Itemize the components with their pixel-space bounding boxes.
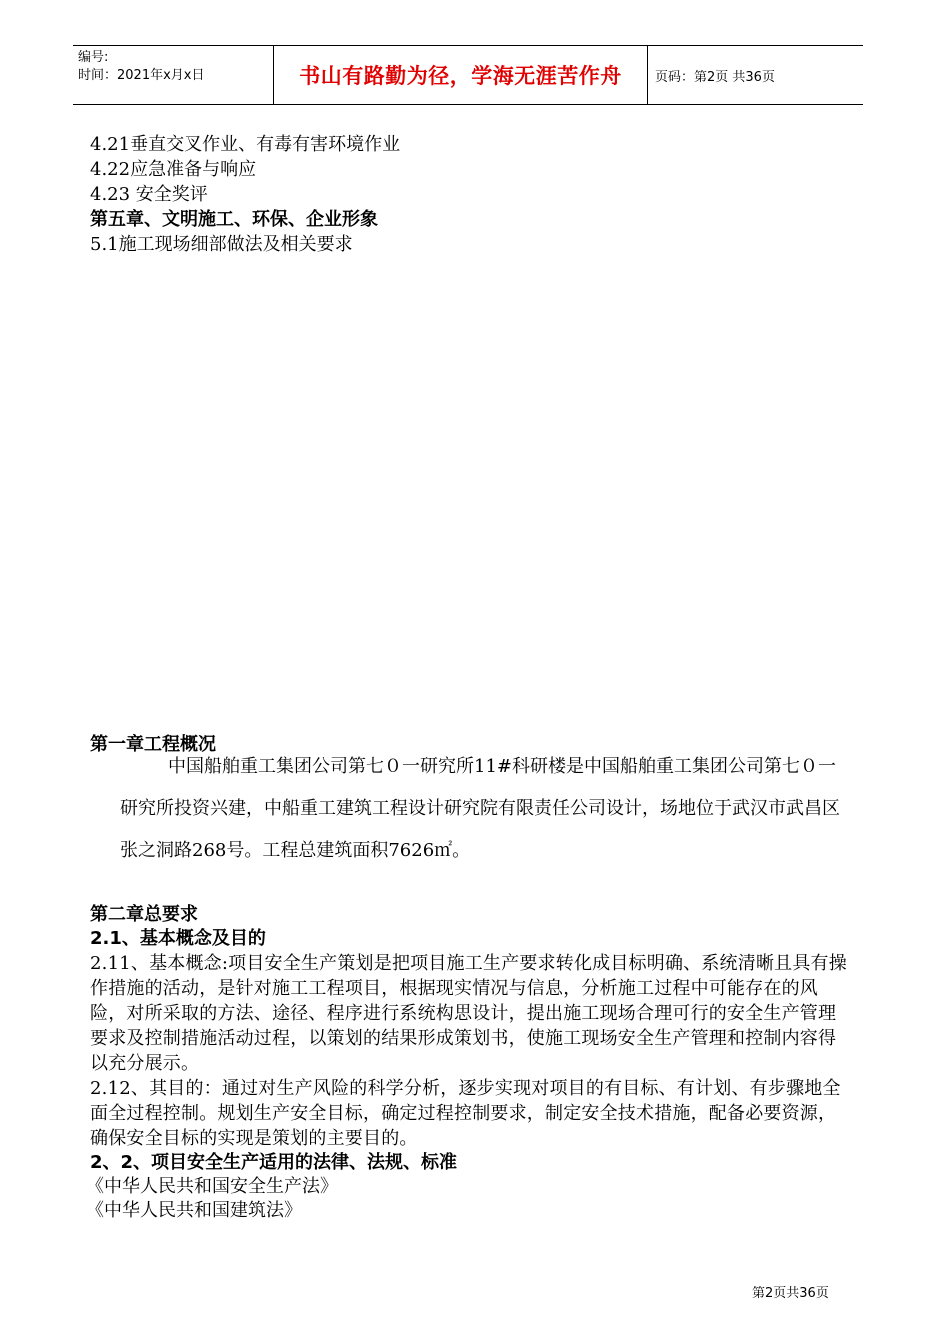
chapter-1-text: 中国船舶重工集团公司第七０一研究所11#科研楼是中国船舶重工集团公司第七０一研究所投资兴建，中船重工建筑工程设计研究院有限责任公司设计，场地位于武汉市武昌区张之洞路268号。工程总建筑面积7626㎡。: [120, 756, 840, 861]
header-page-label: 页码：第2页 共36页: [655, 69, 775, 85]
section-2-2-title: 2、2、项目安全生产适用的法律、法规、标准: [90, 1152, 458, 1173]
doc-time-label: 时间：2021年x月x日: [78, 68, 205, 83]
chapter-1-title: 第一章工程概况: [90, 734, 216, 755]
law-item: 《中华人民共和国建筑法》: [86, 1200, 302, 1221]
law-item: 《中华人民共和国安全生产法》: [86, 1176, 338, 1197]
section-2-1-title: 2.1、基本概念及目的: [90, 928, 266, 949]
doc-number-label: 编号:: [78, 50, 109, 65]
toc-item-4-23: 4.23 安全奖评: [90, 184, 208, 205]
toc-item-4-22: 4.22应急准备与响应: [90, 159, 257, 180]
paragraph-2-12: 2.12、其目的：通过对生产风险的科学分析，逐步实现对项目的有目标、有计划、有步骤地全面全过程控制。规划生产安全目标，确定过程控制要求，制定安全技术措施，配备必要资源，确保安全目标的实现是策划的主要目的。: [90, 1078, 841, 1149]
header-motto: 书山有路勤为径，学海无涯苦作舟: [273, 46, 648, 104]
header-meta: [73, 46, 273, 104]
paragraph-2-11: 2.11、基本概念:项目安全生产策划是把项目施工生产要求转化成目标明确、系统清晰且具有操作措施的活动，是针对施工工程项目，根据现实情况与信息，分析施工过程中可能存在的风险，对所采取的方法、途径、程序进行系统构思设计，提出施工现场合理可行的安全生产管理要求及控制措施活动过程，以策划的结果形成策划书，使施工现场安全生产管理和控制内容得以充分展示。: [90, 953, 847, 1074]
chapter-2-title: 第二章总要求: [90, 904, 198, 925]
toc-item-5-1: 5.1施工现场细部做法及相关要求: [90, 234, 353, 255]
page-footer: 第2页共36页: [752, 1286, 829, 1301]
toc-item-4-21: 4.21垂直交叉作业、有毒有害环境作业: [90, 134, 401, 155]
toc-chapter-5: 第五章、文明施工、环保、企业形象: [90, 209, 378, 230]
page-header: [73, 45, 863, 105]
